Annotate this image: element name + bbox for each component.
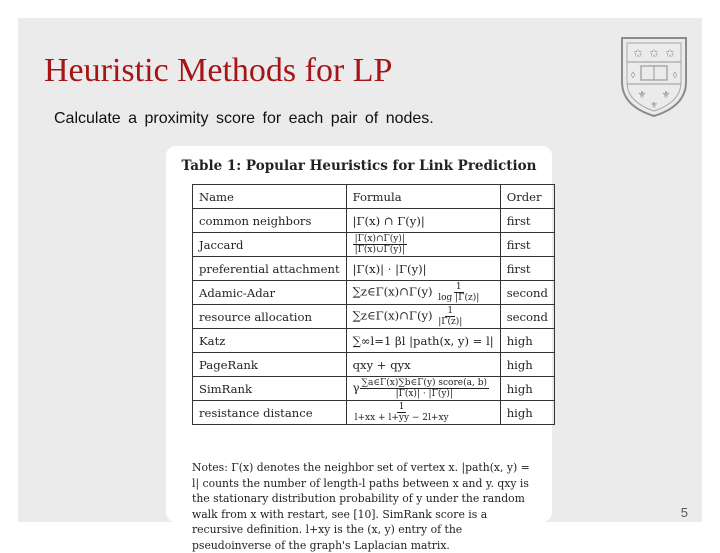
table-row bbox=[193, 209, 555, 233]
table-caption: Table 1: Popular Heuristics for Link Prediction bbox=[181, 158, 537, 174]
table-cell-name: Jaccard bbox=[193, 233, 347, 257]
table-row bbox=[193, 281, 555, 305]
table-cell-name: PageRank bbox=[193, 353, 347, 377]
formula-numerator: 1 bbox=[455, 282, 462, 292]
table-cell-name: Katz bbox=[193, 329, 347, 353]
table-cell-formula bbox=[346, 233, 500, 257]
table-row bbox=[193, 353, 555, 377]
heuristics-table-figure bbox=[166, 146, 552, 552]
slide-subtitle: Calculate a proximity score for each pair of nodes. bbox=[54, 110, 434, 127]
formula-numerator: 1 bbox=[398, 402, 405, 412]
table-cell-name: resistance distance bbox=[193, 401, 347, 425]
formula-denominator: |Γ(x)| · |Γ(y)| bbox=[395, 389, 453, 399]
formula-numerator: 1 bbox=[447, 306, 454, 316]
table-row bbox=[193, 401, 555, 425]
formula-denominator: log |Γ(z)| bbox=[438, 293, 480, 303]
formula-text: ∑z∈Γ(x)∩Γ(y) bbox=[352, 308, 433, 323]
slide bbox=[18, 18, 702, 552]
svg-text:⚜: ⚜ bbox=[637, 90, 647, 101]
svg-text:✩: ✩ bbox=[633, 48, 643, 60]
svg-text:◊: ◊ bbox=[672, 70, 678, 80]
svg-text:⚜: ⚜ bbox=[649, 100, 659, 110]
table-cell-order: high bbox=[500, 401, 554, 425]
heuristics-table bbox=[192, 184, 555, 425]
table-notes: Notes: Γ(x) denotes the neighbor set of vertex x. |path(x, y) = l| counts the number of length-l paths between x and y. qxy is the stationary distribution probability of y under the random walk from x with restart, see [10]. SimRank score is a recursive definition. l+xy is the (x, y) entry of the pseudoinverse of the graph's Laplacian matrix. bbox=[192, 461, 530, 552]
table-header-cell: Order bbox=[500, 185, 554, 209]
formula-denominator: |Γ(x)∪Γ(y)| bbox=[354, 245, 405, 255]
table-cell-name: resource allocation bbox=[193, 305, 347, 329]
table-cell-formula: |Γ(x) ∩ Γ(y)| bbox=[346, 209, 500, 233]
table-cell-formula bbox=[346, 377, 500, 401]
table-header-cell: Formula bbox=[346, 185, 500, 209]
table-row bbox=[193, 329, 555, 353]
table-cell-name: common neighbors bbox=[193, 209, 347, 233]
page-number: 5 bbox=[680, 505, 688, 520]
formula-numerator: ∑a∈Γ(x)∑b∈Γ(y) score(a, b) bbox=[361, 378, 487, 388]
svg-text:◊: ◊ bbox=[630, 70, 636, 80]
table-cell-formula bbox=[346, 281, 500, 305]
slide-title: Heuristic Methods for LP bbox=[44, 52, 393, 89]
table-cell-formula bbox=[346, 305, 500, 329]
svg-text:✩: ✩ bbox=[665, 48, 675, 60]
table-cell-order: first bbox=[500, 209, 554, 233]
university-seal-icon bbox=[616, 32, 692, 120]
formula-denominator: |Γ(z)| bbox=[438, 317, 463, 327]
formula-numerator: |Γ(x)∩Γ(y)| bbox=[354, 234, 405, 244]
table-cell-order: first bbox=[500, 257, 554, 281]
formula-denominator: l+xx + l+yy − 2l+xy bbox=[354, 413, 449, 423]
table-cell-formula bbox=[346, 401, 500, 425]
formula-text: ∑z∈Γ(x)∩Γ(y) bbox=[352, 284, 433, 299]
formula-text: γ bbox=[352, 380, 360, 395]
table-cell-name: Adamic-Adar bbox=[193, 281, 347, 305]
table-cell-order: high bbox=[500, 377, 554, 401]
table-cell-order: second bbox=[500, 281, 554, 305]
table-cell-formula: ∑∞l=1 βl |path(x, y) = l| bbox=[346, 329, 500, 353]
table-cell-name: SimRank bbox=[193, 377, 347, 401]
svg-text:⚜: ⚜ bbox=[661, 90, 671, 101]
svg-text:✩: ✩ bbox=[649, 48, 659, 60]
table-row bbox=[193, 233, 555, 257]
table-cell-order: first bbox=[500, 233, 554, 257]
table-row bbox=[193, 377, 555, 401]
table-cell-order: high bbox=[500, 329, 554, 353]
table-cell-order: high bbox=[500, 353, 554, 377]
table-cell-order: second bbox=[500, 305, 554, 329]
table-row bbox=[193, 257, 555, 281]
table-row bbox=[193, 305, 555, 329]
table-header-row bbox=[193, 185, 555, 209]
table-cell-formula: |Γ(x)| · |Γ(y)| bbox=[346, 257, 500, 281]
table-header-cell: Name bbox=[193, 185, 347, 209]
table-cell-formula: qxy + qyx bbox=[346, 353, 500, 377]
table-cell-name: preferential attachment bbox=[193, 257, 347, 281]
